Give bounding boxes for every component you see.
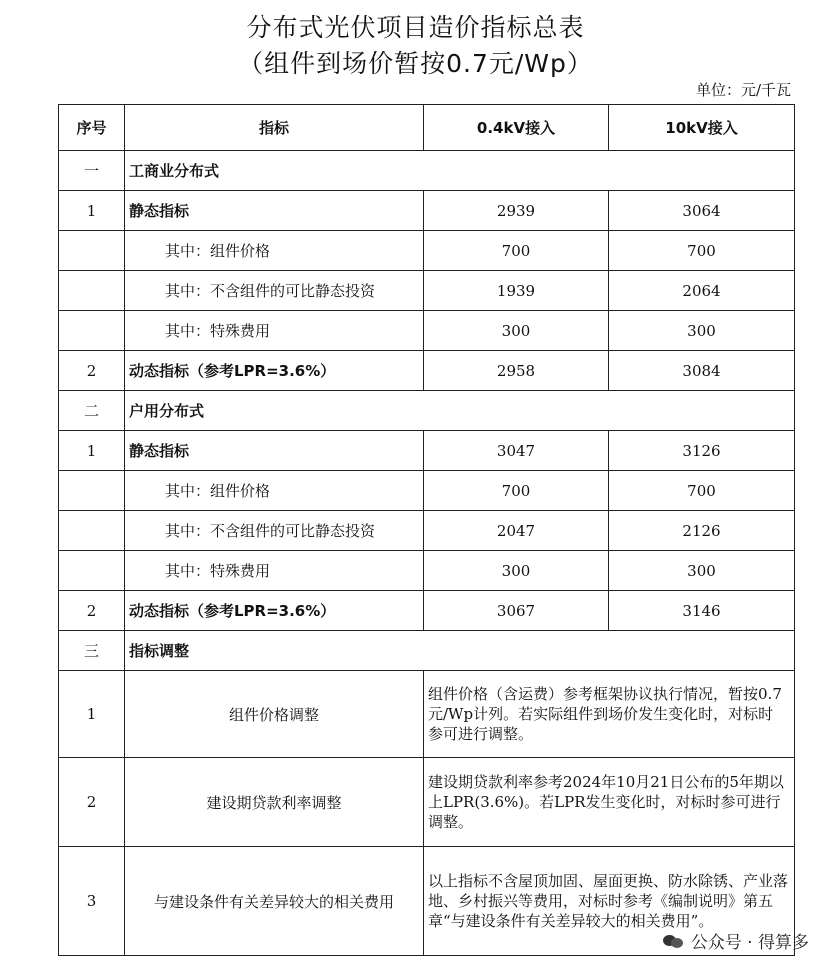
row-value-10kv: 300 (609, 551, 795, 591)
row-name: 建设期贷款利率调整 (125, 758, 424, 847)
row-no (59, 311, 125, 351)
adjustment-row (59, 758, 795, 847)
cost-index-table (58, 104, 795, 956)
section-name: 户用分布式 (125, 391, 795, 431)
unit-label: 单位：元/千瓦 (695, 81, 791, 99)
section-name: 工商业分布式 (125, 151, 795, 191)
table-row (59, 271, 795, 311)
table-row (59, 591, 795, 631)
section-row (59, 391, 795, 431)
row-name: 其中：特殊费用 (125, 311, 424, 351)
row-no: 1 (59, 191, 125, 231)
row-value-04kv: 700 (424, 471, 609, 511)
row-name: 静态指标 (125, 191, 424, 231)
table-row (59, 191, 795, 231)
watermark-text: 公众号 · 得算多 (690, 933, 809, 953)
table-header-row (59, 105, 795, 151)
table-row (59, 231, 795, 271)
section-row (59, 631, 795, 671)
row-no (59, 551, 125, 591)
row-value-10kv: 3146 (609, 591, 795, 631)
row-value-04kv: 3067 (424, 591, 609, 631)
row-name: 其中：不含组件的可比静态投资 (125, 511, 424, 551)
row-value-10kv: 2126 (609, 511, 795, 551)
row-no: 1 (59, 431, 125, 471)
row-value-10kv: 700 (609, 231, 795, 271)
header-index: 指标 (125, 105, 424, 151)
section-no: 三 (59, 631, 125, 671)
row-name: 其中：组件价格 (125, 231, 424, 271)
row-value-04kv: 2047 (424, 511, 609, 551)
row-value-04kv: 300 (424, 311, 609, 351)
row-value-04kv: 2958 (424, 351, 609, 391)
header-10kv: 10kV接入 (609, 105, 795, 151)
row-note: 建设期贷款利率参考2024年10月21日公布的5年期以上LPR(3.6%)。若LPR发生变化时，对标时参可进行调整。 (424, 758, 795, 847)
wechat-icon (663, 933, 685, 949)
adjustment-row (59, 671, 795, 758)
row-value-10kv: 300 (609, 311, 795, 351)
table-row (59, 431, 795, 471)
row-no (59, 511, 125, 551)
row-value-04kv: 700 (424, 231, 609, 271)
row-no: 2 (59, 758, 125, 847)
header-04kv: 0.4kV接入 (424, 105, 609, 151)
row-value-04kv: 300 (424, 551, 609, 591)
section-no: 一 (59, 151, 125, 191)
row-name: 静态指标 (125, 431, 424, 471)
row-value-10kv: 3084 (609, 351, 795, 391)
row-name: 与建设条件有关差异较大的相关费用 (125, 847, 424, 956)
table-row (59, 311, 795, 351)
header-no: 序号 (59, 105, 125, 151)
row-no (59, 231, 125, 271)
section-name: 指标调整 (125, 631, 795, 671)
row-value-04kv: 2939 (424, 191, 609, 231)
row-name: 其中：特殊费用 (125, 551, 424, 591)
row-name: 动态指标（参考LPR=3.6%） (125, 591, 424, 631)
row-value-10kv: 3126 (609, 431, 795, 471)
row-name: 其中：组件价格 (125, 471, 424, 511)
row-value-04kv: 3047 (424, 431, 609, 471)
page-title: 分布式光伏项目造价指标总表 (246, 13, 585, 42)
row-name: 组件价格调整 (125, 671, 424, 758)
section-row (59, 151, 795, 191)
row-no: 3 (59, 847, 125, 956)
table-row (59, 471, 795, 511)
watermark (663, 928, 809, 953)
row-value-10kv: 2064 (609, 271, 795, 311)
row-no: 2 (59, 351, 125, 391)
row-no: 2 (59, 591, 125, 631)
row-value-10kv: 700 (609, 471, 795, 511)
row-no (59, 471, 125, 511)
page-subtitle: （组件到场价暂按0.7元/Wp） (238, 49, 593, 78)
row-name: 其中：不含组件的可比静态投资 (125, 271, 424, 311)
table-row (59, 551, 795, 591)
row-no: 1 (59, 671, 125, 758)
row-note: 以上指标不含屋顶加固、屋面更换、防水除锈、产业落地、乡村振兴等费用，对标时参考《编制说明》第五章“与建设条件有关差异较大的相关费用”。 (424, 847, 795, 956)
table-row (59, 511, 795, 551)
table-row (59, 351, 795, 391)
row-no (59, 271, 125, 311)
row-value-04kv: 1939 (424, 271, 609, 311)
row-note: 组件价格（含运费）参考框架协议执行情况，暂按0.7元/Wp计列。若实际组件到场价发生变化时，对标时参可进行调整。 (424, 671, 795, 758)
section-no: 二 (59, 391, 125, 431)
row-name: 动态指标（参考LPR=3.6%） (125, 351, 424, 391)
row-value-10kv: 3064 (609, 191, 795, 231)
